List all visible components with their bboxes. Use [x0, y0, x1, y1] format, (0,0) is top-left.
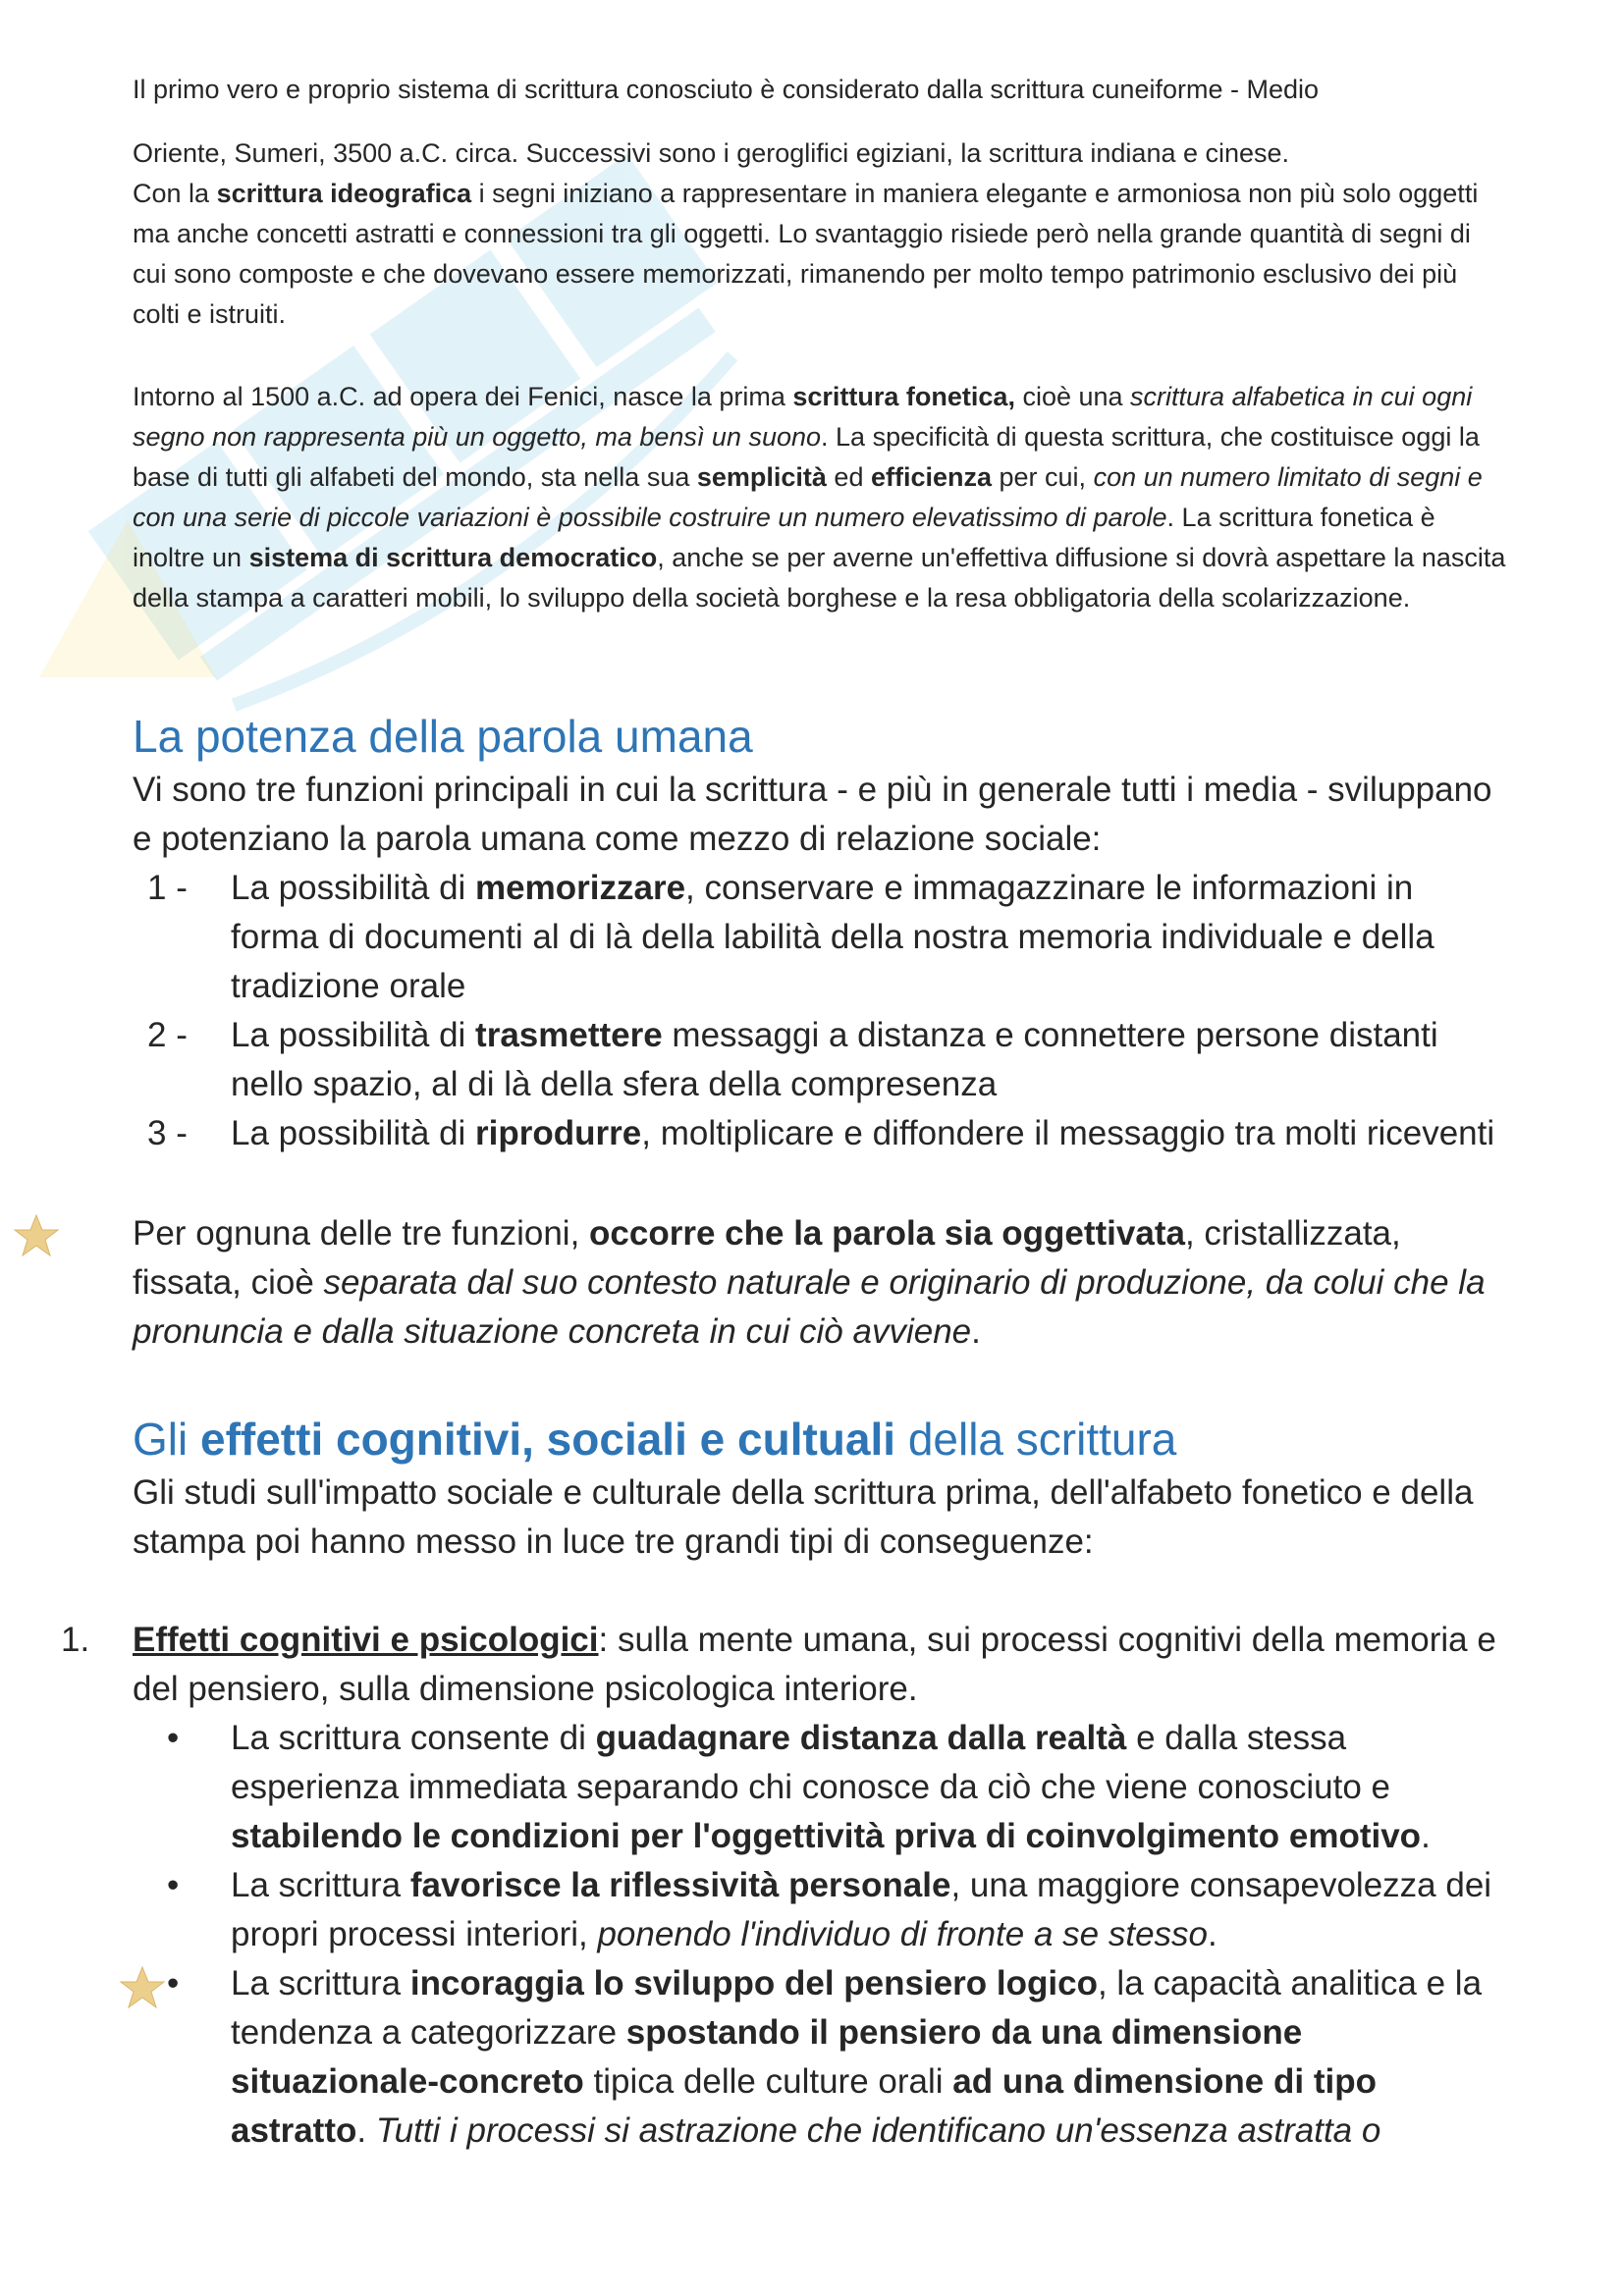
- section-heading-potenza: La potenza della parola umana: [133, 711, 753, 762]
- star-icon: [14, 1213, 59, 1258]
- section2-intro: Gli studi sull'impatto sociale e culturale della scrittura prima, dell'alfabeto fonetico e della stampa poi hanno messo in luce tre grandi tipi di conseguenze:: [133, 1473, 1474, 1561]
- intro-line-1: Oriente, Sumeri, 3500 a.C. circa. Successivi sono i geroglifici egiziani, la scrittura indiana e cinese.: [133, 138, 1290, 168]
- term-scrittura-ideografica: scrittura ideografica: [216, 179, 472, 208]
- intro-text-ideographic: Con la scrittura ideografica i segni iniziano a rappresentare in maniera elegante e armoniosa non più solo oggetti ma anche concetti astratti e connessioni tra gli oggetti. Lo svantaggio risiede però nella grande quantità di segni di cui sono composte e che dovevano essere memorizzati, rimanendo per molto tempo patrimonio esclusivo dei più colti e istruiti.: [133, 179, 1479, 329]
- section-heading-effetti: Gli effetti cognitivi, sociali e cultuali della scrittura: [133, 1414, 1177, 1465]
- term-scrittura-fonetica: scrittura fonetica,: [792, 382, 1015, 411]
- intro-paragraph-1: [133, 133, 1507, 335]
- effects-title: Effetti cognitivi e psicologici: [133, 1621, 599, 1659]
- cut-off-line: Il primo vero e proprio sistema di scrittura conosciuto è considerato dalla scrittura cuneiforme - Medio: [133, 75, 1320, 104]
- intro-paragraph-2: Intorno al 1500 a.C. ad opera dei Fenici, nasce la prima scrittura fonetica, cioè una scrittura alfabetica in cui ogni segno non rappresenta più un oggetto, ma bensì un suono. La specificità di questa scrittura, che costituisce oggi la base di tutti gli alfabeti del mondo, sta nella sua semplicità ed efficienza per cui, con un numero limitato di segni e con una serie di piccole variazioni è possibile costruire un numero elevatissimo di parole. La scrittura fonetica è inoltre un sistema di scrittura democratico, anche se per averne un'effettiva diffusione si dovrà aspettare la nascita della stampa a caratteri mobili, lo sviluppo della società borghese e la resa obbligatoria della scolarizzazione.: [133, 382, 1506, 613]
- section1-closing: Per ognuna delle tre funzioni, occorre che la parola sia oggettivata, cristallizzata, fissata, cioè separata dal suo contesto naturale e originario di produzione, da colui che la pronuncia e dalla situazione concreta in cui ciò avviene.: [133, 1214, 1486, 1351]
- document-page: Il primo vero e proprio sistema di scrittura conosciuto è considerato dalla scrittura cuneiforme - Medio Oriente, Sumeri, 3500 a.C. circa. Successivi sono i geroglifici egiziani, la scrittura indiana e cinese. Con la scrittura ideografica i segni iniziano a rappresentare in maniera elegante e armoniosa non più solo oggetti ma anche concetti astratti e connessioni tra gli oggetti. Lo svantaggio risiede però nella grande quantità di segni di cui sono composte e che dovevano essere memorizzati, rimanendo per molto tempo patrimonio esclusivo dei più colti e istruiti. Intorno al 1500 a.C. ad opera dei Fenici, nasce la prima scrittura fonetica, cioè una scrittura alfabetica in cui ogni segno non rappresenta più un oggetto, ma bensì un suono. La specificità di questa scrittura, che costituisce oggi la base di tutti gli alfabeti del mondo, sta nella sua semplicità ed efficienza per cui, con un numero limitato di segni e con una serie di piccole variazioni è possibile costruire un numero elevatissimo di parole. La scrittura fonetica è inoltre un sistema di scrittura democratico, anche se per averne un'effettiva diffusione si dovrà aspettare la nascita della stampa a caratteri mobili, lo sviluppo della società borghese e la resa obbligatoria della scolarizzazione. La potenza della parola umana Vi sono tre funzioni principali in cui la scrittura - e più in generale tutti i media - sviluppano e potenziano la parola umana come mezzo di relazione sociale: 1 - La possibilità di memorizzare, conservare e immagazzinare le informazioni in forma di documenti al di là della labilità della nostra memoria individuale e della tradizione orale 2 - La possibilità di trasmettere messaggi a distanza e connettere persone distanti nello spazio, al di là della sfera della compresenza 3 - La possibilità di riprodurre, moltiplicare e diffondere il messaggio tra molti riceventi Per ognuna delle tre funzioni, occorre che la parola sia oggettivata, cristallizzata, fissata, cioè separata dal suo contesto naturale e originario di produzione, da colui che la pronuncia e dalla situazione concreta in cui ciò avviene. Gli effetti cognitivi, sociali e cultuali della scrittura Gli studi sull'impatto sociale e culturale della scrittura prima, dell'alfabeto fonetico e della stampa poi hanno messo in luce tre grandi tipi di conseguenze: 1. Effetti cognitivi e psicologici: sulla mente umana, sui processi cognitivi della memoria e del pensiero, sulla dimensione psicologica interiore. • La scrittura consente di guadagnare distanza dalla realtà e dalla stessa esperienza immediata separando chi conosce da ciò che viene conosciuto e stabilendo le condizioni per l'oggettività priva di coinvolgimento emotivo. • La scrittura favorisce la riflessività personale, una maggiore consapevolezza dei propri processi interiori, ponendo l'individuo di fronte a se stesso. • La scrittura incoraggia lo sviluppo del pensiero logico, la capacità analitica e la tendenza a categorizzare spostando il pensiero da una dimensione situazionale-concreto tipica delle culture orali ad una dimensione di tipo astratto. Tutti i processi si astrazione che identificano un'essenza astratta o: [0, 0, 1623, 2296]
- section1-intro: Vi sono tre funzioni principali in cui la scrittura - e più in generale tutti i media - sviluppano e potenziano la parola umana come mezzo di relazione sociale:: [133, 771, 1492, 858]
- bullet-item: • La scrittura incoraggia lo sviluppo del pensiero logico, la capacità analitica e la tendenza a categorizzare spostando il pensiero da una dimensione situazionale-concreto tipica delle culture orali ad una dimensione di tipo astratto. Tutti i processi si astrazione che identificano un'essenza astratta o: [167, 1964, 1483, 2150]
